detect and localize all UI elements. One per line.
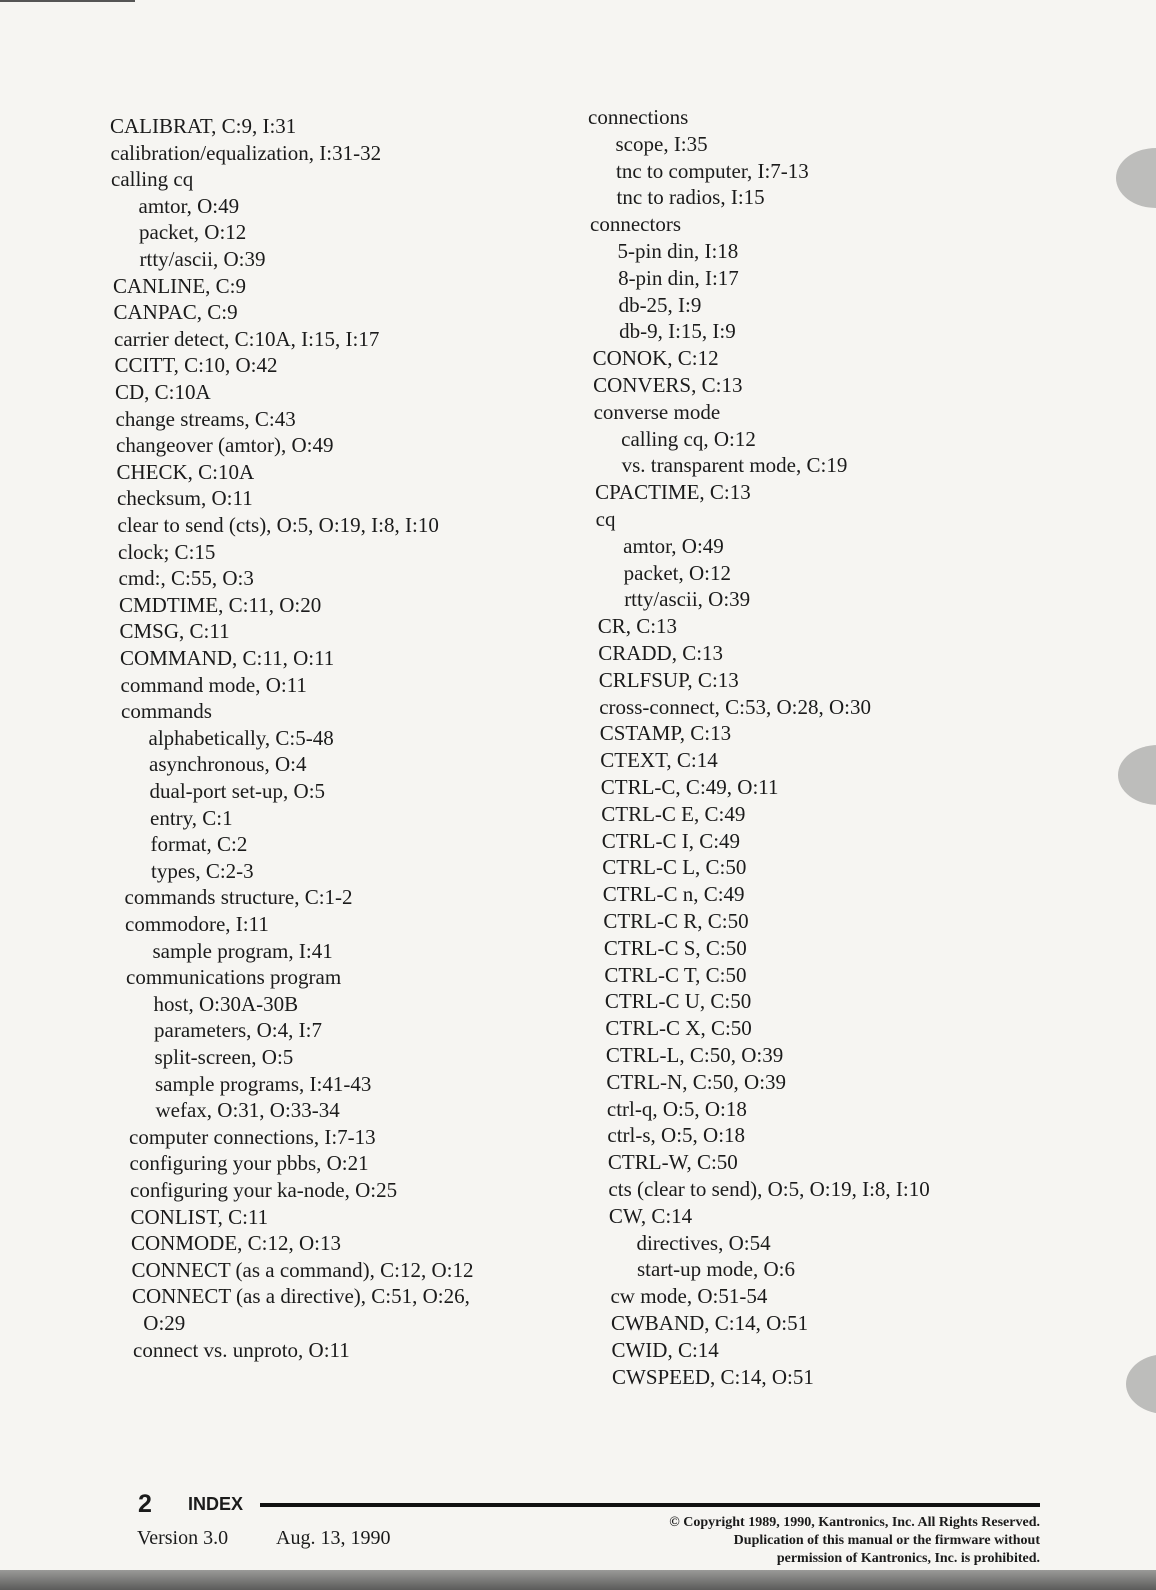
index-entry: commands structure, C:1-2 [124,885,353,910]
index-entry: CTRL-C E, C:49 [601,801,746,826]
index-entry: cq [595,507,616,531]
index-entry: CTRL-C n, C:49 [602,882,745,907]
index-entry: CTRL-N, C:50, O:39 [606,1069,787,1094]
index-entry: start-up mode, O:6 [636,1257,796,1282]
index-entry: change streams, C:43 [115,406,296,431]
page-number: 2 [138,1490,152,1518]
index-entry: vs. transparent mode, C:19 [621,453,848,478]
index-entry: changeover (amtor), O:49 [116,433,334,458]
index-entry: CRLFSUP, C:13 [598,667,739,692]
index-entry: CTRL-L, C:50, O:39 [605,1043,784,1067]
index-entry: clock; C:15 [118,539,216,564]
index-entry: CMSG, C:11 [119,619,230,644]
index-entry: asynchronous, O:4 [149,752,307,777]
index-entry: connections [588,105,689,129]
binder-tab-bottom [1126,1354,1156,1414]
copyright-line: permission of Kantronics, Inc. is prohibited. [776,1551,1040,1566]
index-entry: O:29 [143,1311,186,1335]
index-entry: ctrl-q, O:5, O:18 [606,1096,747,1121]
index-entry: rtty/ascii, O:39 [624,587,751,612]
binder-tab-top [1116,148,1156,208]
index-entry: CONVERS, C:13 [593,373,743,397]
copyright-notice [669,1514,1040,1568]
index-entry: command mode, O:11 [120,672,307,697]
index-entry: CW, C:14 [608,1203,693,1228]
index-entry: tnc to radios, I:15 [616,185,765,210]
index-entry: CONMODE, C:12, O:13 [131,1231,342,1256]
index-entry: amtor, O:49 [138,193,240,218]
index-entry: format, C:2 [150,832,248,857]
index-entry: commodore, I:11 [125,912,269,936]
index-entry: CTRL-C, C:49, O:11 [600,775,779,799]
index-entry: carrier detect, C:10A, I:15, I:17 [114,326,380,351]
binder-tab-middle [1118,745,1156,805]
index-entry: CRADD, C:13 [598,641,724,665]
index-entry: scope, I:35 [615,131,708,156]
index-entry: calling cq, O:12 [621,426,756,451]
index-entry: CONNECT (as a command), C:12, O:12 [131,1257,474,1282]
index-entry: CANLINE, C:9 [113,273,246,298]
version-label: Version 3.0 [137,1527,229,1549]
index-entry: tnc to computer, I:7-13 [616,158,809,183]
index-entry: split-screen, O:5 [154,1045,294,1069]
index-entry: connect vs. unproto, O:11 [133,1337,350,1362]
index-entry: CR, C:13 [597,614,678,639]
copyright-line: © Copyright 1989, 1990, Kantronics, Inc. All Rights Reserved. [669,1515,1040,1530]
index-entry: cw mode, O:51-54 [610,1284,768,1309]
index-entry: host, O:30A-30B [153,991,299,1016]
index-entry: ctrl-s, O:5, O:18 [607,1123,746,1148]
index-entry: 8-pin din, I:17 [618,265,739,290]
index-entry: CPACTIME, C:13 [595,480,751,505]
index-entry: entry, C:1 [150,805,233,830]
index-entry: rtty/ascii, O:39 [139,247,266,271]
index-entry: CWSPEED, C:14, O:51 [612,1364,814,1389]
index-entry: CSTAMP, C:13 [599,721,732,746]
index-entry: COMMAND, C:11, O:11 [120,646,335,670]
index-entry: amtor, O:49 [623,533,724,558]
index-entry: packet, O:12 [623,560,731,585]
index-entry: cross-connect, C:53, O:28, O:30 [599,694,872,719]
index-entry: CONLIST, C:11 [130,1204,269,1229]
index-entry: CMDTIME, C:11, O:20 [119,592,322,617]
index-entry: calling cq [111,167,194,192]
index-entry: packet, O:12 [139,220,247,245]
index-entry: commands [121,699,212,724]
index-entry: CTRL-W, C:50 [607,1150,738,1175]
index-entry: CANPAC, C:9 [113,300,238,325]
date-label: Aug. 13, 1990 [276,1527,391,1549]
index-entry: sample programs, I:41-43 [155,1071,372,1096]
index-entry: CTRL-C X, C:50 [605,1016,752,1041]
index-entry: CTEXT, C:14 [600,748,718,773]
index-entry: clear to send (cts), O:5, O:19, I:8, I:10 [117,513,439,537]
index-entry: db-25, I:9 [618,292,702,317]
index-entry: 5-pin din, I:18 [617,239,739,263]
index-entry: CALIBRAT, C:9, I:31 [110,114,297,138]
index-entry: connectors [590,212,681,237]
index-entry: alphabetically, C:5-48 [148,725,334,750]
index-entry: cts (clear to send), O:5, O:19, I:8, I:10 [608,1177,930,1201]
index-entry: CD, C:10A [115,380,211,404]
index-entry: db-9, I:15, I:9 [619,319,736,344]
index-entry: CTRL-C U, C:50 [604,989,752,1014]
index-entry: sample program, I:41 [152,938,333,963]
index-entry: CONOK, C:12 [592,346,719,371]
index-entry: configuring your ka-node, O:25 [130,1178,398,1202]
index-entry: CTRL-C R, C:50 [603,909,749,933]
index-entry: CTRL-C S, C:50 [603,935,747,960]
bottom-edge-shadow [0,1570,1156,1590]
index-entry: converse mode [593,399,721,424]
index-entry: CWID, C:14 [611,1337,719,1362]
index-entry: checksum, O:11 [117,486,253,511]
index-entry: CHECK, C:10A [116,459,255,484]
index-entry: CTRL-C I, C:49 [601,828,741,853]
index-entry: CONNECT (as a directive), C:51, O:26, [132,1284,470,1309]
index-entry: directives, O:54 [636,1230,771,1255]
index-entry: calibration/equalization, I:31-32 [110,140,382,165]
index-entry: wefax, O:31, O:33-34 [155,1098,340,1123]
index-entry: CCITT, C:10, O:42 [114,353,278,378]
index-entry: CTRL-C T, C:50 [604,962,747,987]
section-label: INDEX [188,1494,244,1514]
index-entry: dual-port set-up, O:5 [149,779,326,803]
index-entry: configuring your pbbs, O:21 [129,1151,369,1176]
copyright-line: Duplication of this manual or the firmware without [733,1533,1040,1548]
footer-rule [260,1503,1040,1507]
top-edge-mark [0,0,135,2]
index-entry: parameters, O:4, I:7 [154,1018,322,1043]
index-entry: types, C:2-3 [151,858,254,883]
index-entry: cmd:, C:55, O:3 [118,566,254,591]
index-entry: computer connections, I:7-13 [129,1124,376,1149]
index-entry: communications program [126,965,342,990]
index-entry: CTRL-C L, C:50 [602,855,747,880]
index-entry: CWBAND, C:14, O:51 [610,1311,809,1335]
